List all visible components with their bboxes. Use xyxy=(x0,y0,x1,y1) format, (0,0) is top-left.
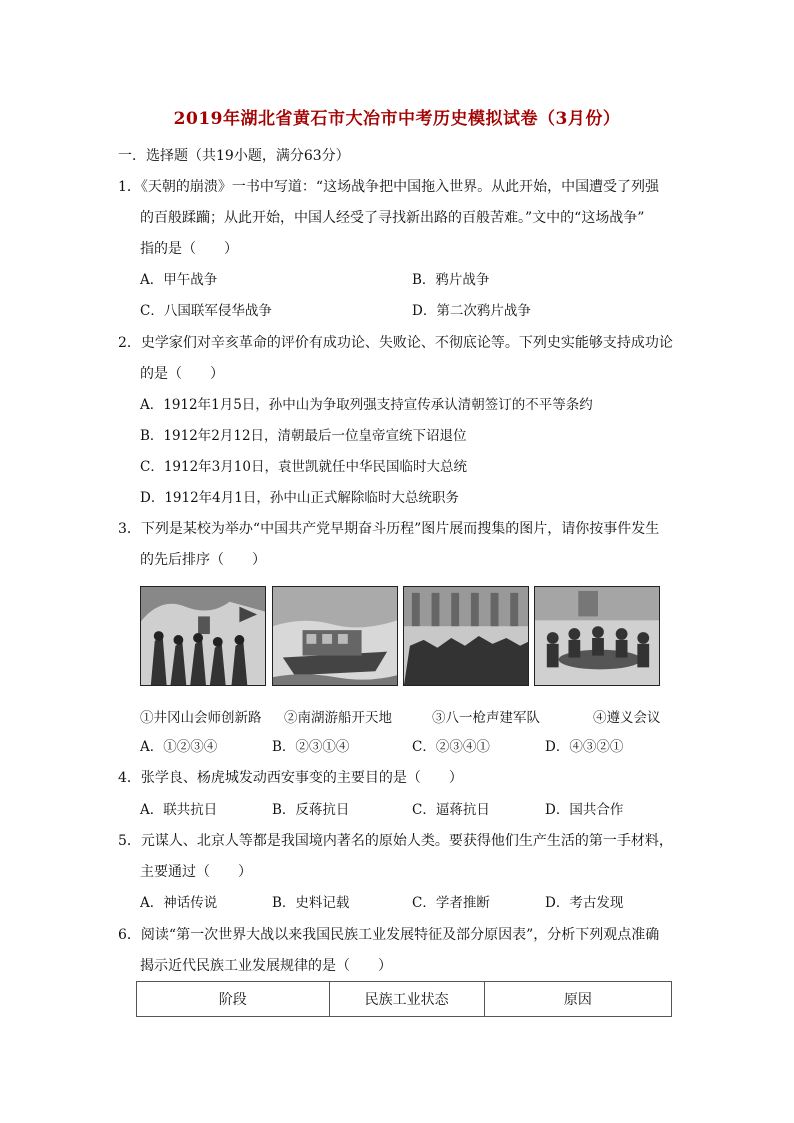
q2-option-b[interactable]: B．1912年2月12日，清朝最后一位皇帝宣统下诏退位 xyxy=(140,428,467,444)
table-header-row xyxy=(137,982,672,1017)
q6-line: 6．阅读“第一次世界大战以来我国民族工业发展特征及部分原因表”，分析下列观点准确 xyxy=(118,927,660,943)
q5-line: 5．元谋人、北京人等都是我国境内著名的原始人类。要获得他们生产生活的第一手材料， xyxy=(118,833,673,849)
q5-line: 主要通过（ ） xyxy=(140,864,252,880)
q4-option-d[interactable]: D．国共合作 xyxy=(545,802,624,818)
q3-option-c[interactable]: C．②③④① xyxy=(412,739,490,755)
q3-line: 3．下列是某校为举办“中国共产党早期奋斗历程”图片展而搜集的图片，请你按事件发生 xyxy=(118,521,660,537)
q5-option-d[interactable]: D．考古发现 xyxy=(545,895,624,911)
photo-zunyi-meeting xyxy=(534,586,660,686)
q6-line: 揭示近代民族工业发展规律的是（ ） xyxy=(140,958,392,974)
q3-option-a[interactable]: A．①②③④ xyxy=(140,739,218,755)
q5-option-c[interactable]: C．学者推断 xyxy=(412,895,490,911)
table-header-cell: 原因 xyxy=(484,982,671,1017)
q1-option-c[interactable]: C．八国联军侵华战争 xyxy=(140,303,272,319)
q3-line: 的先后排序（ ） xyxy=(140,552,266,568)
photo-caption-4: ④遵义会议 xyxy=(593,710,661,726)
q2-option-c[interactable]: C．1912年3月10日，袁世凯就任中华民国临时大总统 xyxy=(140,459,467,475)
q1-line: 的百般蹂躏；从此开始，中国人经受了寻找新出路的百般苦难。”文中的“这场战争” xyxy=(140,210,645,226)
q3-option-d[interactable]: D．④③②① xyxy=(545,739,624,755)
q1-option-b[interactable]: B．鸦片战争 xyxy=(412,272,490,288)
q5-option-b[interactable]: B．史料记载 xyxy=(272,895,350,911)
q2-line: 的是（ ） xyxy=(140,366,224,382)
photo-caption-2: ②南湖游船开天地 xyxy=(284,710,392,726)
photo-caption-1: ①井冈山会师创新路 xyxy=(140,710,262,726)
q6-table xyxy=(136,981,672,1017)
q2-line: 2．史学家们对辛亥革命的评价有成功论、失败论、不彻底论等。下列史实能够支持成功论 xyxy=(118,335,673,351)
section-heading: 一．选择题（共19小题，满分63分） xyxy=(118,148,350,164)
exam-title: 2019年湖北省黄石市大冶市中考历史模拟试卷（3月份） xyxy=(173,109,621,129)
photo-jinggangshan xyxy=(140,586,266,686)
q2-option-d[interactable]: D．1912年4月1日，孙中山正式解除临时大总统职务 xyxy=(140,490,459,506)
q4-line: 4．张学良、杨虎城发动西安事变的主要目的是（ ） xyxy=(118,770,463,786)
table-header-cell: 阶段 xyxy=(137,982,330,1017)
q3-option-b[interactable]: B．②③①④ xyxy=(272,739,350,755)
q4-option-b[interactable]: B．反蒋抗日 xyxy=(272,802,350,818)
photo-nanchang-uprising xyxy=(403,586,529,686)
q2-option-a[interactable]: A．1912年1月5日，孙中山为争取列强支持宣传承认清朝签订的不平等条约 xyxy=(140,397,593,413)
q1-line: 指的是（ ） xyxy=(140,241,238,257)
q1-option-a[interactable]: A．甲午战争 xyxy=(140,272,218,288)
q4-option-a[interactable]: A．联共抗日 xyxy=(140,802,218,818)
q1-option-d[interactable]: D．第二次鸦片战争 xyxy=(412,303,531,319)
q4-option-c[interactable]: C．逼蒋抗日 xyxy=(412,802,490,818)
photo-nanhu-boat xyxy=(272,586,398,686)
photo-caption-3: ③八一枪声建军队 xyxy=(432,710,540,726)
q1-line: 1．《天朝的崩溃》一书中写道：“这场战争把中国拖入世界。从此开始，中国遭受了列强 xyxy=(118,179,660,195)
table-header-cell: 民族工业状态 xyxy=(329,982,484,1017)
q5-option-a[interactable]: A．神话传说 xyxy=(140,895,218,911)
